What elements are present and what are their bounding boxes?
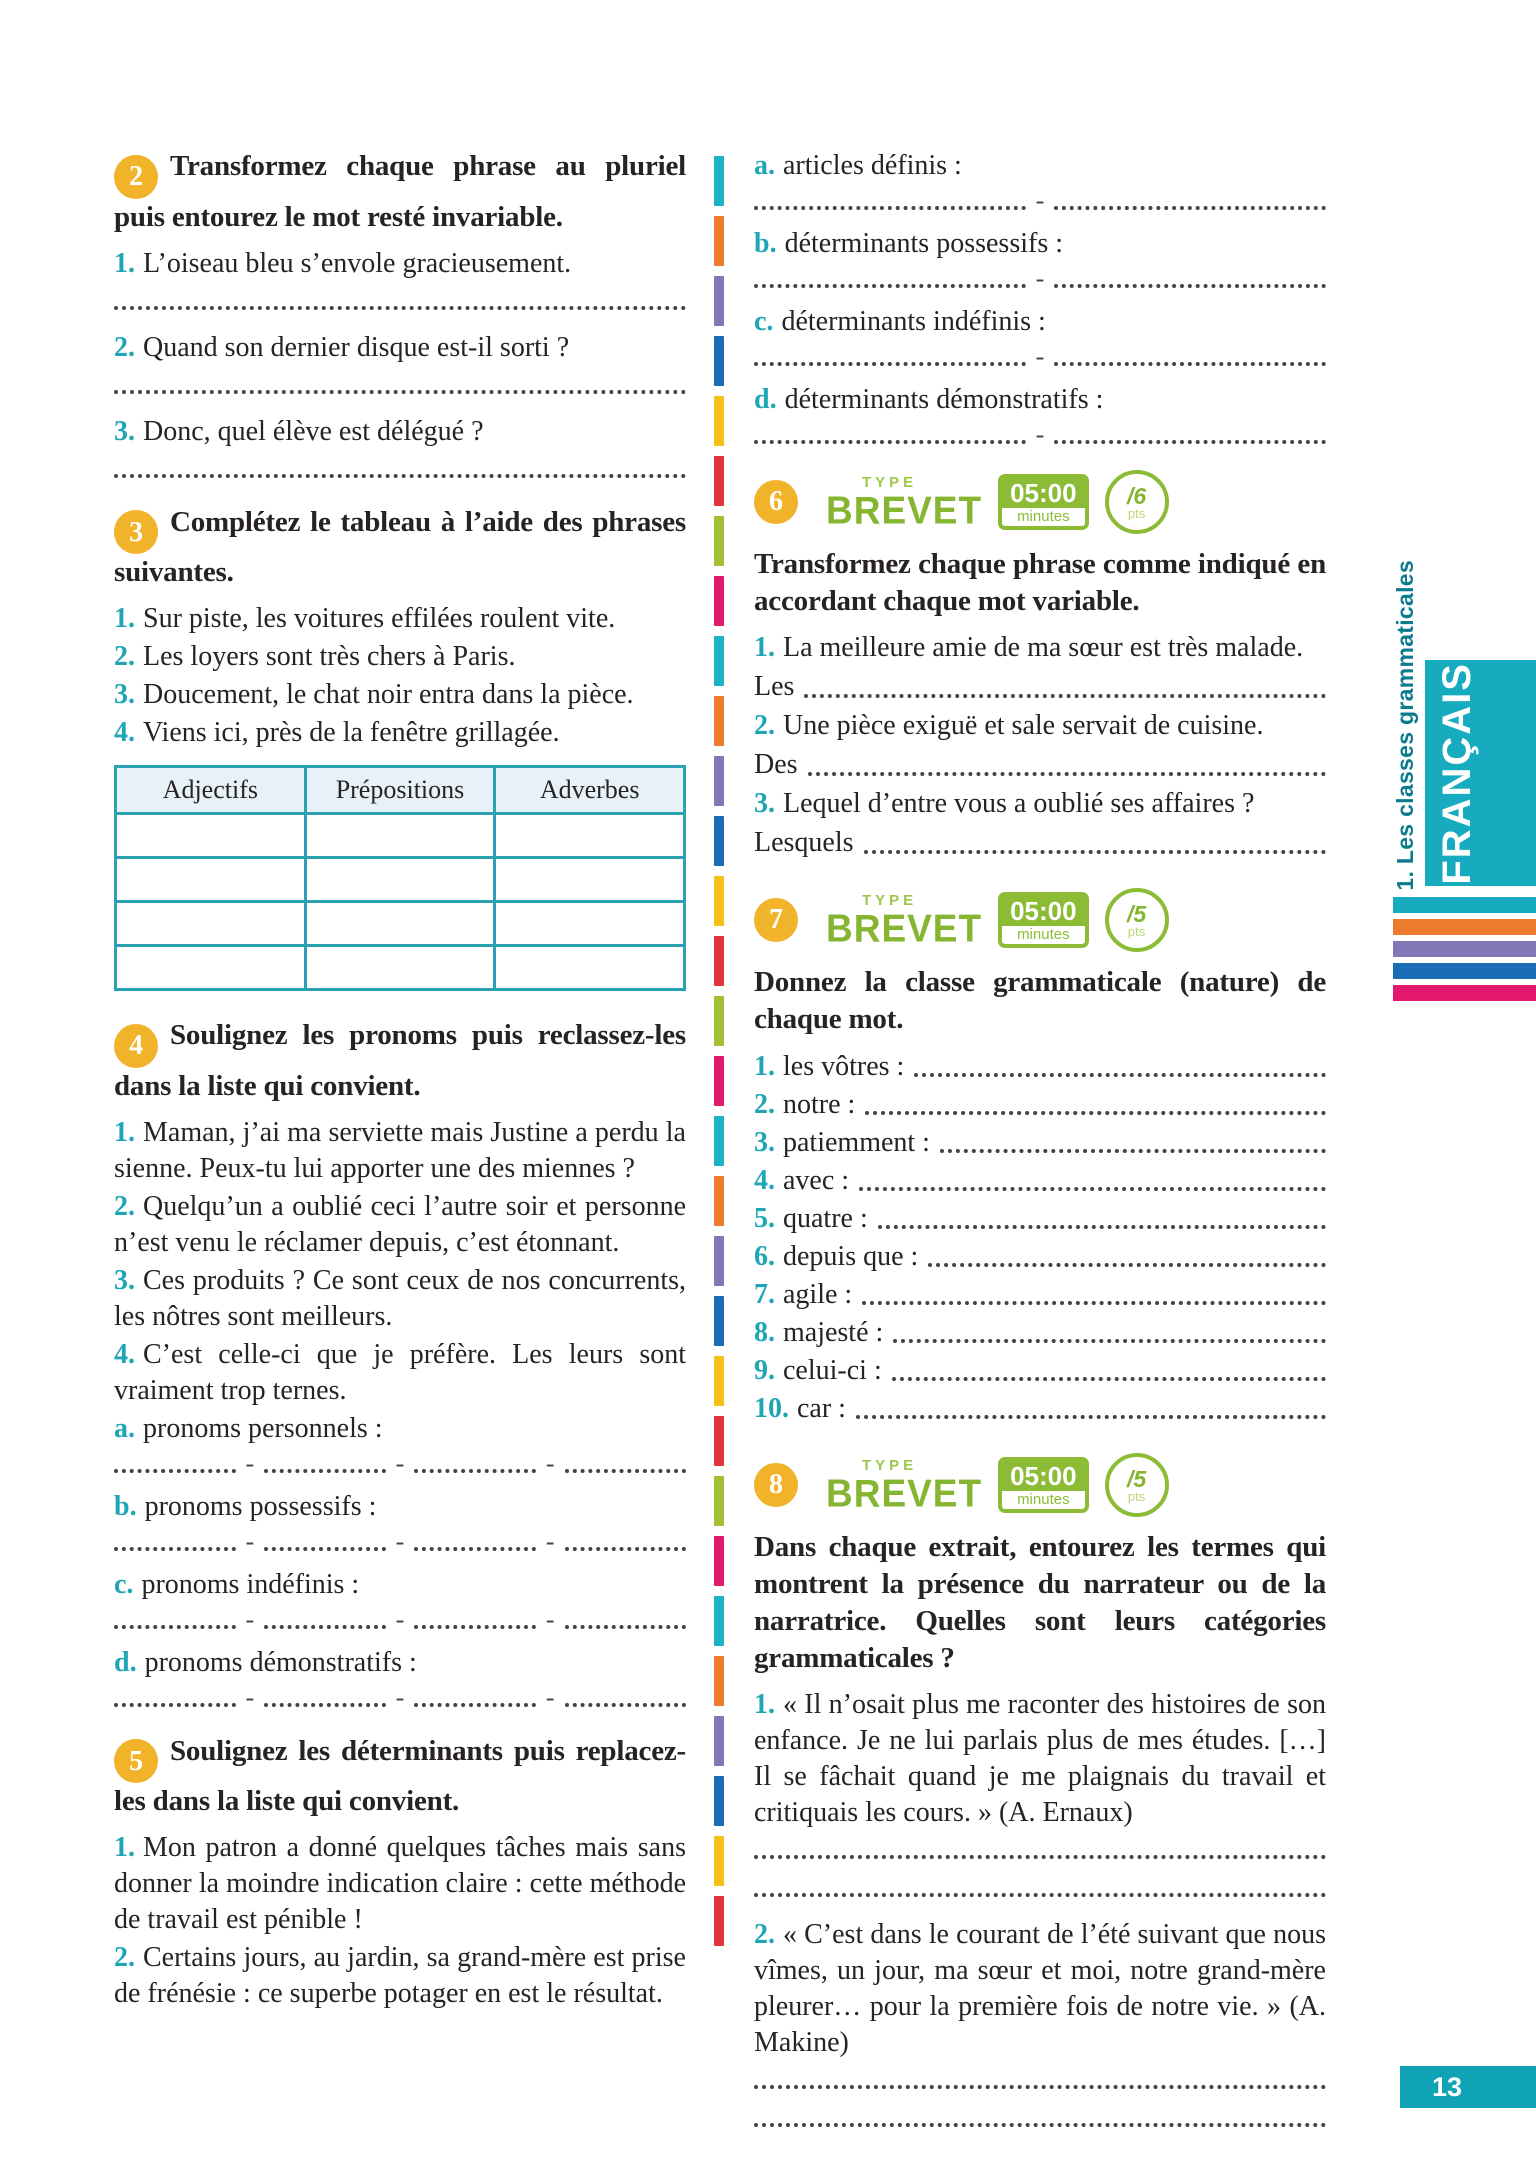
item-number: 1.	[754, 632, 775, 663]
brevet-logo	[826, 1457, 983, 1516]
item-number: 3.	[754, 1127, 775, 1158]
divider-segment	[714, 276, 724, 326]
brevet-logo	[826, 892, 983, 951]
item-text: majesté :	[783, 1317, 884, 1348]
exercise-4	[114, 1017, 686, 1712]
table-header-cell: Prépositions	[305, 767, 495, 814]
exercise-item: 3. Ces produits ? Ce sont ceux de nos concurrents, les nôtres sont meilleurs.	[114, 1264, 686, 1332]
item-text: avec :	[783, 1165, 850, 1196]
item-number: 3.	[114, 679, 135, 710]
segment-separator: -	[1035, 342, 1045, 371]
sidebar-bar	[1393, 963, 1536, 979]
table-head	[116, 767, 685, 814]
item-number: 3.	[114, 1264, 135, 1296]
item-text: les vôtres :	[783, 1051, 905, 1082]
dotted-segment	[864, 844, 1326, 854]
item-number: a.	[114, 1412, 135, 1444]
answer-lead-line	[754, 746, 1326, 784]
item-number: 9.	[754, 1355, 775, 1386]
points-unit: pts	[1127, 1488, 1146, 1504]
exercise-item: d. pronoms démonstratifs :	[114, 1646, 417, 1678]
timer-badge	[998, 892, 1089, 948]
exercise-item: 2. « C’est dans le courant de l’été suivant que nous vîmes, un jour, ma sœur et moi, notre grand-mère pleurer… pour la première fois de notre vie. » (A. Makine)	[754, 1919, 1326, 2058]
dotted-segment	[928, 1257, 1326, 1267]
lead-word: Des	[754, 749, 798, 780]
timer-unit: minutes	[1017, 508, 1070, 525]
grammar-table	[114, 765, 686, 991]
exercise-item: a. pronoms personnels :	[114, 1412, 383, 1444]
exercise-item: 4. Viens ici, près de la fenêtre grillagée.	[114, 717, 560, 748]
dotted-segment	[754, 426, 1026, 444]
exercise-number-badge: 3	[114, 510, 158, 554]
sidebar-bar	[1393, 919, 1536, 935]
segment-separator: -	[545, 1604, 555, 1634]
answer-dotted-segments	[754, 186, 1326, 215]
divider-segment	[714, 1296, 724, 1346]
brevet-header	[754, 470, 1326, 534]
chapter-label: 1. Les classes grammaticales	[1391, 559, 1418, 891]
exercise-item: 3. Donc, quel élève est délégué ?	[114, 415, 484, 447]
item-number: 1.	[754, 1689, 775, 1720]
item-number: a.	[754, 150, 775, 181]
divider-segment	[714, 1716, 724, 1766]
divider-segment	[714, 456, 724, 506]
exercise-item: b. pronoms possessifs :	[114, 1490, 377, 1522]
divider-segment	[714, 1656, 724, 1706]
dotted-segment	[804, 688, 1326, 698]
item-number: 4.	[114, 717, 135, 748]
item-number: 2.	[754, 1919, 775, 1950]
subject-label: FRANÇAIS	[1435, 661, 1479, 885]
segment-separator: -	[1035, 264, 1045, 293]
divider-segment	[714, 996, 724, 1046]
dotted-segment	[808, 766, 1326, 776]
brevet-header	[754, 1453, 1326, 1517]
item-number: 1.	[114, 603, 135, 634]
dotted-segment	[414, 1533, 536, 1551]
dotted-segment	[114, 1455, 236, 1473]
exercise-number-badge: 6	[754, 480, 798, 524]
segment-separator: -	[395, 1526, 405, 1556]
divider-segment	[714, 1356, 724, 1406]
exercise-item: 1. Maman, j’ai ma serviette mais Justine a perdu la sienne. Peux-tu lui apporter une des miennes ?	[114, 1116, 686, 1184]
dotted-segment	[264, 1689, 386, 1707]
segment-separator: -	[545, 1682, 555, 1712]
exercise-title: 4 Soulignez les pronoms puis reclassez-les dans la liste qui convient.	[114, 1019, 686, 1102]
brevet-logo	[826, 474, 983, 533]
brevet-type-label: TYPE	[862, 474, 918, 491]
answer-dotted-line	[114, 460, 686, 478]
item-text: depuis que :	[783, 1241, 919, 1272]
dotted-segment	[754, 348, 1026, 366]
subject-tab	[1425, 660, 1536, 886]
divider-segment	[714, 576, 724, 626]
item-number: 7.	[754, 1279, 775, 1310]
brevet-header	[754, 888, 1326, 952]
table-cell	[305, 946, 495, 990]
answer-dotted-segments	[754, 264, 1326, 293]
brevet-type-label: TYPE	[862, 892, 918, 909]
divider-segment	[714, 1116, 724, 1166]
item-number: 2.	[754, 1089, 775, 1120]
dotted-segment	[565, 1533, 687, 1551]
dotted-segment	[114, 1689, 236, 1707]
exercise-2	[114, 148, 686, 478]
brevet-type-label: TYPE	[862, 1457, 918, 1474]
page-number: 13	[1432, 2071, 1463, 2102]
item-text: quatre :	[783, 1203, 868, 1234]
item-number: d.	[114, 1646, 137, 1678]
divider-segment	[714, 756, 724, 806]
dotted-segment	[856, 1409, 1326, 1419]
segment-separator: -	[395, 1448, 405, 1478]
exercise-number-badge: 2	[114, 155, 158, 199]
exercise-number-badge: 5	[114, 1739, 158, 1783]
table-row	[116, 946, 685, 990]
exercise-item: 2. Quelqu’un a oublié ceci l’autre soir et personne n’est venu le réclamer depuis, c’est étonnant.	[114, 1190, 686, 1258]
points-value: /5	[1126, 1465, 1147, 1492]
segment-separator: -	[1035, 186, 1045, 215]
exercise-number-badge: 7	[754, 898, 798, 942]
exercise-number-badge: 8	[754, 1463, 798, 1507]
item-number: 8.	[754, 1317, 775, 1348]
timer-unit: minutes	[1017, 1491, 1070, 1508]
divider-segment	[714, 636, 724, 686]
exercise-title: 3 Complétez le tableau à l’aide des phrases suivantes.	[114, 505, 686, 588]
timer-value: 05:00	[1002, 1461, 1085, 1491]
item-number: 2.	[754, 710, 775, 741]
divider-segment	[714, 1596, 724, 1646]
exercise-3	[114, 504, 686, 992]
dotted-segment	[865, 1105, 1326, 1115]
answer-lead-line	[754, 824, 1326, 862]
item-text: celui-ci :	[783, 1355, 882, 1386]
item-number: b.	[114, 1490, 137, 1522]
exercise-item	[754, 1162, 1326, 1199]
exercise-item	[754, 1276, 1326, 1313]
divider-segment	[714, 1476, 724, 1526]
divider-segment	[714, 696, 724, 746]
item-text: patiemment :	[783, 1127, 930, 1158]
exercise-continued	[754, 148, 1326, 449]
item-number: 2.	[114, 1942, 135, 1973]
answer-dotted-line	[754, 1879, 1326, 1897]
item-text: notre :	[783, 1089, 856, 1120]
answer-dotted-line	[114, 376, 686, 394]
exercise-item: 2. Quand son dernier disque est-il sorti ?	[114, 331, 570, 363]
points-unit: pts	[1127, 505, 1146, 521]
dotted-segment	[414, 1455, 536, 1473]
dotted-segment	[565, 1689, 687, 1707]
lead-word: Lesquels	[754, 827, 854, 858]
divider-segment	[714, 516, 724, 566]
dotted-segment	[1054, 192, 1326, 210]
sidebar-color-bars	[1393, 897, 1536, 1007]
dotted-segment	[1054, 348, 1326, 366]
item-number: d.	[754, 384, 777, 415]
divider-segment	[714, 336, 724, 386]
answer-dotted-line	[114, 292, 686, 310]
timer-badge	[998, 1457, 1089, 1513]
exercise-item: 2. Les loyers sont très chers à Paris.	[114, 641, 516, 672]
exercise-8	[754, 1453, 1326, 2127]
item-number: 1.	[754, 1051, 775, 1082]
dotted-segment	[878, 1219, 1326, 1229]
divider-segment	[714, 1176, 724, 1226]
exercise-item: d. déterminants démonstratifs :	[754, 384, 1104, 415]
exercise-6	[754, 470, 1326, 862]
answer-lead-line	[754, 668, 1326, 706]
item-number: 2.	[114, 641, 135, 672]
divider-segment	[714, 216, 724, 266]
item-number: b.	[754, 228, 777, 259]
segment-separator: -	[1035, 420, 1045, 449]
exercise-item: 3. Doucement, le chat noir entra dans la pièce.	[114, 679, 634, 710]
item-number: 6.	[754, 1241, 775, 1272]
segment-separator: -	[395, 1682, 405, 1712]
dotted-segment	[565, 1455, 687, 1473]
answer-dotted-segments	[754, 342, 1326, 371]
brevet-name-label: BREVET	[826, 1471, 983, 1516]
answer-dotted-line	[754, 1841, 1326, 1859]
dotted-segment	[565, 1611, 687, 1629]
exercise-item: 1. « Il n’osait plus me raconter des histoires de son enfance. Je ne lui parlais plus de mes études. […] Il se fâchait quand je me plaignais du travail et critiquais les cours. » (A. Ernaux)	[754, 1689, 1326, 1828]
dotted-segment	[940, 1143, 1326, 1153]
divider-segment	[714, 1536, 724, 1586]
exercise-5	[114, 1733, 686, 2013]
exercise-item	[754, 1390, 1326, 1427]
dotted-segment	[862, 1295, 1326, 1305]
dotted-segment	[264, 1533, 386, 1551]
exercise-item: 1. L’oiseau bleu s’envole gracieusement.	[114, 247, 572, 279]
brevet-name-label: BREVET	[826, 488, 983, 533]
exercise-7	[754, 888, 1326, 1427]
dotted-segment	[754, 270, 1026, 288]
segment-separator: -	[245, 1526, 255, 1556]
dotted-segment	[114, 1533, 236, 1551]
exercise-title: 5 Soulignez les déterminants puis replacez-les dans la liste qui convient.	[114, 1734, 686, 1817]
divider-segment	[714, 396, 724, 446]
table-cell	[116, 902, 306, 946]
divider-segment	[714, 1836, 724, 1886]
divider-segment	[714, 1236, 724, 1286]
timer-value: 05:00	[1002, 478, 1085, 508]
item-number: c.	[754, 306, 774, 337]
timer-value: 05:00	[1002, 896, 1085, 926]
dotted-segment	[893, 1333, 1326, 1343]
item-text: car :	[797, 1393, 846, 1424]
points-unit: pts	[1127, 923, 1146, 939]
segment-separator: -	[245, 1682, 255, 1712]
exercise-item	[754, 1200, 1326, 1237]
exercise-title: Donnez la classe grammaticale (nature) de chaque mot.	[754, 966, 1326, 1035]
segment-separator: -	[245, 1448, 255, 1478]
answer-dotted-segments	[754, 420, 1326, 449]
exercise-item: 4. C’est celle-ci que je préfère. Les leurs sont vraiment trop ternes.	[114, 1338, 686, 1406]
exercise-item: 1. Sur piste, les voitures effilées roulent vite.	[114, 603, 616, 634]
item-number: 3.	[114, 415, 135, 447]
dotted-segment	[1054, 426, 1326, 444]
table-cell	[116, 814, 306, 858]
divider-segment	[714, 1896, 724, 1946]
dotted-segment	[859, 1181, 1326, 1191]
sidebar-bar	[1393, 985, 1536, 1001]
segment-separator: -	[245, 1604, 255, 1634]
table-cell	[495, 902, 685, 946]
points-badge	[1105, 1453, 1169, 1517]
dotted-segment	[892, 1371, 1326, 1381]
sidebar-bar	[1393, 897, 1536, 913]
exercise-item: 1. La meilleure amie de ma sœur est très malade.	[754, 632, 1304, 663]
points-value: /6	[1126, 482, 1147, 509]
exercise-item: 1. Mon patron a donné quelques tâches mais sans donner la moindre indication claire : cette méthode de travail est pénible !	[114, 1832, 686, 1935]
exercise-number-badge: 4	[114, 1024, 158, 1068]
item-number: 1.	[114, 247, 135, 279]
divider-segment	[714, 1416, 724, 1466]
item-number: 2.	[114, 1190, 135, 1222]
table-cell	[305, 858, 495, 902]
answer-dotted-segments	[114, 1604, 686, 1634]
divider-segment	[714, 1776, 724, 1826]
item-text: agile :	[783, 1279, 853, 1310]
dotted-segment	[264, 1455, 386, 1473]
table-header-row	[116, 767, 685, 814]
item-number: 10.	[754, 1393, 789, 1424]
divider-segment	[714, 1056, 724, 1106]
column-divider	[714, 156, 724, 1956]
table-cell	[495, 858, 685, 902]
dotted-segment	[114, 1611, 236, 1629]
timer-badge	[998, 474, 1089, 530]
segment-separator: -	[545, 1526, 555, 1556]
segment-separator: -	[395, 1604, 405, 1634]
exercise-item: c. pronoms indéfinis :	[114, 1568, 360, 1600]
dotted-segment	[264, 1611, 386, 1629]
points-value: /5	[1126, 900, 1147, 927]
right-column	[754, 148, 1326, 2153]
left-column	[114, 148, 686, 2038]
table-cell	[116, 858, 306, 902]
brevet-name-label: BREVET	[826, 906, 983, 951]
exercise-item: 2. Certains jours, au jardin, sa grand-mère est prise de frénésie : ce superbe potager en est le résultat.	[114, 1942, 686, 2009]
item-number: 4.	[114, 1338, 135, 1370]
dotted-segment	[914, 1067, 1326, 1077]
table-cell	[116, 946, 306, 990]
table-cell	[305, 814, 495, 858]
divider-segment	[714, 156, 724, 206]
item-number: 2.	[114, 331, 135, 363]
exercise-title: 2 Transformez chaque phrase au pluriel puis entourez le mot resté invariable.	[114, 150, 686, 233]
exercise-item	[754, 1048, 1326, 1085]
sidebar-bar	[1393, 941, 1536, 957]
exercise-item	[754, 1086, 1326, 1123]
exercise-item: a. articles définis :	[754, 150, 962, 181]
dotted-segment	[414, 1611, 536, 1629]
answer-dotted-segments	[114, 1526, 686, 1556]
divider-segment	[714, 876, 724, 926]
table-row	[116, 814, 685, 858]
points-badge	[1105, 470, 1169, 534]
dotted-segment	[1054, 270, 1326, 288]
divider-segment	[714, 816, 724, 866]
item-number: 4.	[754, 1165, 775, 1196]
item-number: 1.	[114, 1116, 135, 1148]
lead-word: Les	[754, 671, 795, 702]
chapter-tab	[1389, 559, 1421, 891]
answer-dotted-line	[754, 2071, 1326, 2089]
item-number: 3.	[754, 788, 775, 819]
exercise-item: 2. Une pièce exiguë et sale servait de cuisine.	[754, 710, 1264, 741]
points-badge	[1105, 888, 1169, 952]
table-row	[116, 902, 685, 946]
table-header-cell: Adverbes	[495, 767, 685, 814]
page-number-badge	[1400, 2066, 1536, 2108]
answer-dotted-segments	[114, 1448, 686, 1478]
exercise-item	[754, 1314, 1326, 1351]
segment-separator: -	[545, 1448, 555, 1478]
exercise-item	[754, 1352, 1326, 1389]
exercise-item: c. déterminants indéfinis :	[754, 306, 1046, 337]
timer-unit: minutes	[1017, 926, 1070, 943]
item-number: c.	[114, 1568, 134, 1600]
exercise-item: b. déterminants possessifs :	[754, 228, 1063, 259]
exercise-item: 3. Lequel d’entre vous a oublié ses affaires ?	[754, 788, 1255, 819]
answer-dotted-line	[754, 2109, 1326, 2127]
table-cell	[495, 946, 685, 990]
exercise-item	[754, 1124, 1326, 1161]
exercise-title: Dans chaque extrait, entourez les termes qui montrent la présence du narrateur ou de la narratrice. Quelles sont leurs catégories grammaticales ?	[754, 1531, 1326, 1674]
item-number: 5.	[754, 1203, 775, 1234]
divider-segment	[714, 936, 724, 986]
dotted-segment	[414, 1689, 536, 1707]
table-body	[116, 814, 685, 990]
dotted-segment	[754, 192, 1026, 210]
table-cell	[495, 814, 685, 858]
exercise-title: Transformez chaque phrase comme indiqué en accordant chaque mot variable.	[754, 548, 1326, 617]
table-row	[116, 858, 685, 902]
item-number: 1.	[114, 1832, 135, 1863]
table-cell	[305, 902, 495, 946]
table-header-cell: Adjectifs	[116, 767, 306, 814]
exercise-item	[754, 1238, 1326, 1275]
answer-dotted-segments	[114, 1682, 686, 1712]
